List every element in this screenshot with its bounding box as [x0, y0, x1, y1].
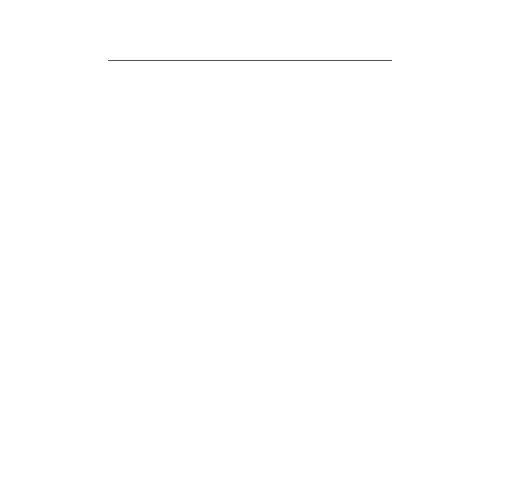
header-rule: [108, 60, 392, 61]
body-text: [116, 70, 394, 458]
running-head: [108, 46, 114, 58]
